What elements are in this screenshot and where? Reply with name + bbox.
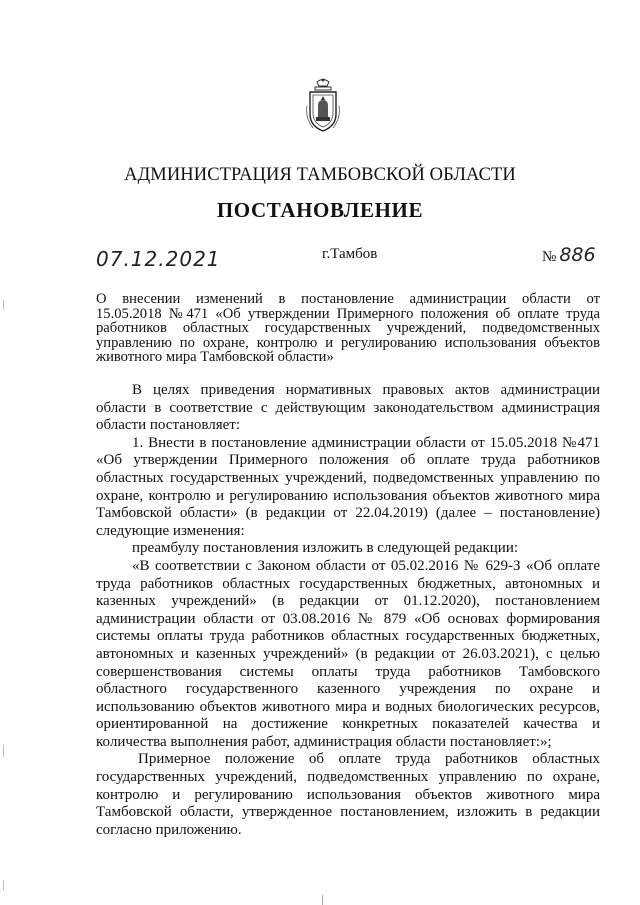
scan-edge-mark: [3, 745, 4, 757]
subject-line: работников областных государственных учреждений, подведомственных: [96, 320, 600, 336]
body-line: системы оплаты труда работников областных государственных бюджетных,: [96, 628, 600, 645]
document-subject: [96, 292, 600, 365]
body-line: области в соответствие с действующим законодательством администрация: [96, 399, 600, 416]
scan-bottom-mark: [322, 895, 323, 905]
body-line: преамбулу постановления изложить в следующей редакции:: [132, 540, 519, 557]
body-line: совершенствования системы оплаты труда работников Тамбовского: [96, 663, 600, 680]
body-line: государственных учреждений, подведомственных управлению по охране,: [96, 769, 600, 786]
subject-line: управлению по охране, контролю и регулированию использования объектов: [96, 334, 600, 351]
body-line: администрации области от 03.08.2016 № 879 «Об основах формирования: [96, 610, 600, 627]
body-line: Примерное положение об оплате труда работников областных: [138, 751, 600, 768]
body-line: областного государственного казенного учреждения по охране и: [96, 681, 600, 698]
body-line: охране, контролю и регулированию использования объектов животного мира: [96, 487, 600, 504]
body-line: контролю и регулированию использования объектов животного мира: [96, 786, 600, 803]
body-line: труда работников областных государственных бюджетных, автономных и: [96, 575, 600, 592]
scan-edge-mark: [3, 880, 4, 890]
subject-line: О внесении изменений в постановление администрации области от: [96, 291, 600, 307]
organization-title: АДМИНИСТРАЦИЯ ТАМБОВСКОЙ ОБЛАСТИ: [124, 165, 516, 185]
body-line: областных государственных учреждений, подведомственных управлению по: [96, 469, 600, 486]
body-line: «В соответствии с Законом области от 05.02.2016 № 629-З «Об оплате: [132, 557, 600, 574]
scan-edge-mark: [3, 300, 4, 310]
handwritten-date: 07.12.2021: [96, 247, 221, 271]
document-type-heading: ПОСТАНОВЛЕНИЕ: [216, 198, 424, 222]
body-line: В целях приведения нормативных правовых актов администрации: [132, 382, 600, 398]
coat-of-arms-emblem: [303, 76, 343, 134]
subject-line: животного мира Тамбовской области»: [96, 349, 334, 365]
body-line: количества выполнения работ, администрация области постановляет:»;: [96, 733, 552, 750]
city-label: г.Тамбов: [322, 246, 378, 262]
body-line: «Об утверждении Примерного положения об оплате труда работников: [96, 452, 600, 469]
document-body: [96, 382, 600, 839]
body-line: Тамбовской области» (в редакции от 22.04.2019) (далее – постановление): [96, 505, 600, 522]
number-sign: №: [542, 249, 557, 265]
body-line: согласно приложению.: [96, 821, 242, 838]
document-number: [542, 244, 596, 266]
body-line: казенных учреждений» (в редакции от 01.12.2020), постановлением: [96, 593, 600, 610]
body-line: использованию объектов животного мира и водных биологических ресурсов,: [96, 698, 600, 715]
handwritten-number: 886: [559, 244, 596, 266]
subject-line: 15.05.2018 №471 «Об утверждении Примерного положения об оплате труда: [96, 305, 600, 322]
body-line: 1. Внести в постановление администрации области от 15.05.2018 №471: [132, 434, 600, 451]
body-line: следующие изменения:: [96, 522, 245, 539]
body-line: Тамбовской области, утвержденное постановлением, изложить в редакции: [96, 804, 600, 821]
body-line: области постановляет:: [96, 417, 241, 434]
body-line: ориентированной на достижение конкретных показателей качества и: [96, 716, 600, 733]
body-line: автономных и казенных учреждений» (в редакции от 26.03.2021), с целью: [96, 645, 600, 662]
